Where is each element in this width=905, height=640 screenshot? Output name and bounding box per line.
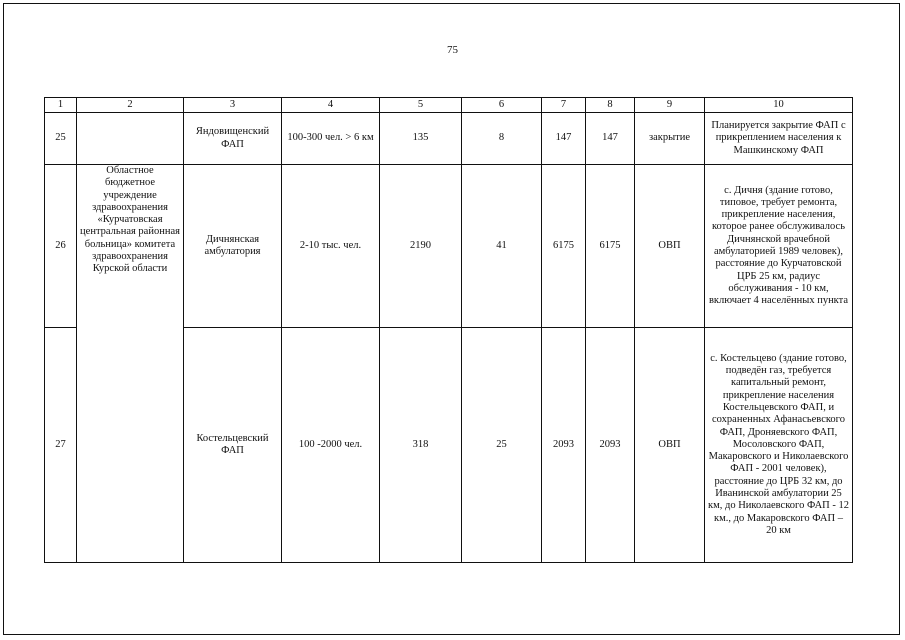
value-col6: 8 (462, 113, 542, 165)
notes-cell (705, 328, 853, 563)
population-range: 100 -2000 чел. (282, 328, 380, 563)
header-cell: 6 (462, 98, 542, 113)
header-cell: 10 (705, 98, 853, 113)
value-col7: 147 (542, 113, 586, 165)
page-number: 75 (447, 44, 458, 56)
row-number: 25 (45, 113, 77, 165)
header-cell: 1 (45, 98, 77, 113)
action-cell: ОВП (635, 165, 705, 328)
row-number: 27 (45, 328, 77, 563)
value-col6: 41 (462, 165, 542, 328)
facility-name: Яндовищенский ФАП (184, 113, 282, 165)
facilities-table (44, 97, 853, 563)
value-col6: 25 (462, 328, 542, 563)
header-cell: 5 (380, 98, 462, 113)
header-cell: 3 (184, 98, 282, 113)
value-col8: 2093 (586, 328, 635, 563)
value-col7: 6175 (542, 165, 586, 328)
value-col7: 2093 (542, 328, 586, 563)
facility-name: Костельцевский ФАП (184, 328, 282, 563)
notes-text: с. Костельцево (здание готово, подведён газ, требуется капитальный ремонт, прикрепление населения Костельцевского ФАП, и сохраненных Афанасьевского ФАП, Дроняевского ФАП, Мосоловского ФАП, Макаровского и Николаевского ФАП - 2001 человек), расстояние до ЦРБ 32 км, до Иванинской амбулатории 25 км, до Николаевского ФАП - 12 км., до Макаровского ФАП – 20 км (708, 352, 849, 536)
header-cell: 9 (635, 98, 705, 113)
empty-org-cell (77, 113, 184, 165)
header-cell: 8 (586, 98, 635, 113)
action-cell: ОВП (635, 328, 705, 563)
notes-cell (705, 165, 853, 328)
facility-name: Дичнянская амбулатория (184, 165, 282, 328)
population-range: 2-10 тыс. чел. (282, 165, 380, 328)
value-col5: 318 (380, 328, 462, 563)
value-col8: 147 (586, 113, 635, 165)
notes-text: с. Дичня (здание готово, типовое, требует ремонта, прикрепление населения, которое ранее обслуживалось Дичнянской врачебной амбулаторией 1989 человек), расстояние до Курчатовской ЦРБ 25 км, радиус обслуживания - 10 км, включает 4 населённых пункта (708, 184, 849, 307)
header-cell: 4 (282, 98, 380, 113)
organization-text: Областное бюджетное учреждение здравоохранения «Курчатовская центральная районная больница» комитета здравоохранения Курской области (80, 165, 180, 275)
row-number: 26 (45, 165, 77, 328)
value-col5: 135 (380, 113, 462, 165)
organization-name (77, 165, 184, 563)
header-cell: 2 (77, 98, 184, 113)
population-range: 100-300 чел. > 6 км (282, 113, 380, 165)
notes-cell (705, 113, 853, 165)
action-cell: закрытие (635, 113, 705, 165)
value-col8: 6175 (586, 165, 635, 328)
value-col5: 2190 (380, 165, 462, 328)
header-cell: 7 (542, 98, 586, 113)
table-row (45, 165, 853, 328)
notes-text: Планируется закрытие ФАП с прикреплением населения к Машкинскому ФАП (711, 120, 846, 156)
table-row (45, 113, 853, 165)
table-header-row (45, 98, 853, 113)
